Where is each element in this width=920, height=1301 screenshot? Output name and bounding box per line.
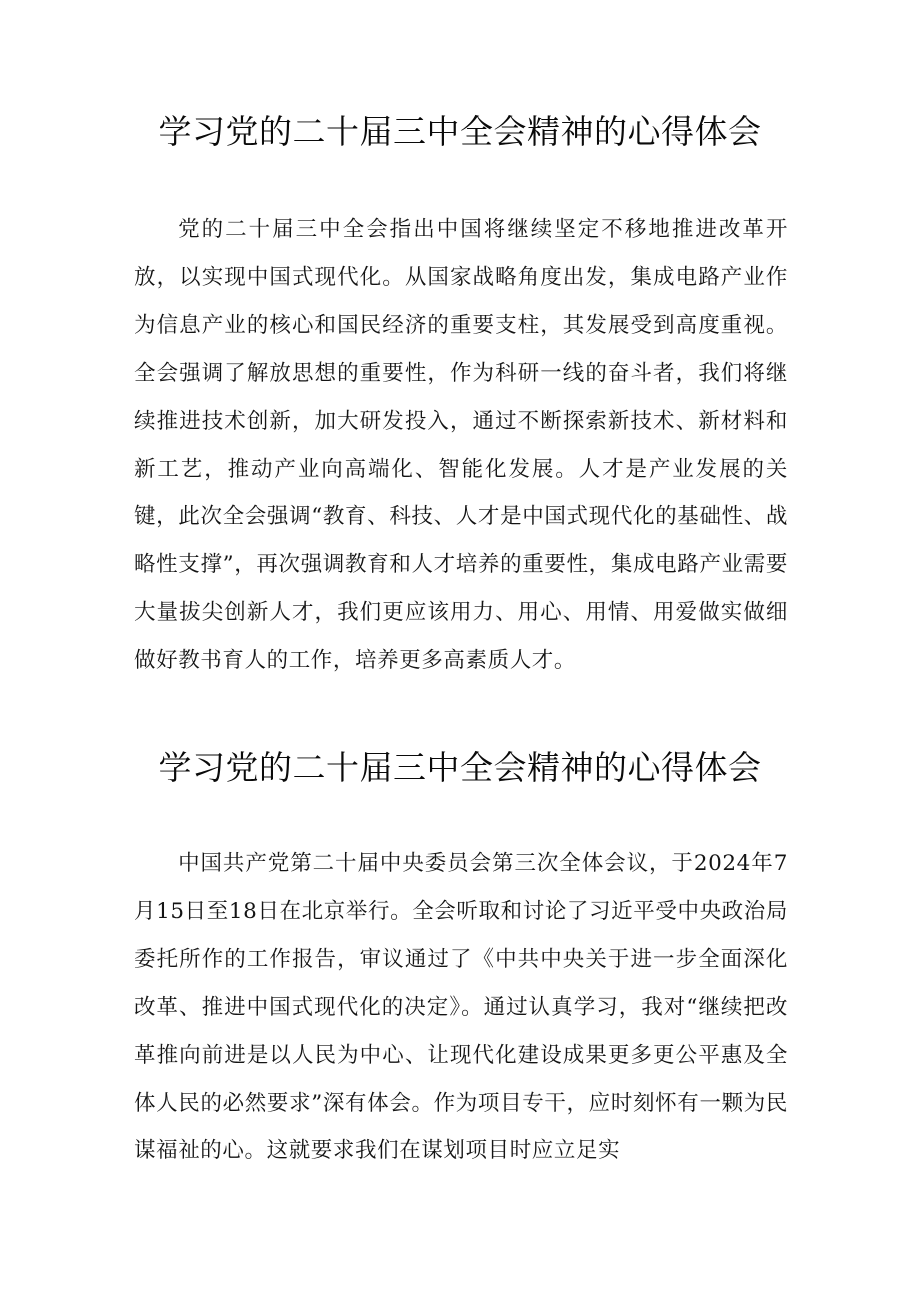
- essay-body-2: 中国共产党第二十届中央委员会第三次全体会议，于2024年7月15日至18日在北京举行。全会听取和讨论了习近平受中央政治局委托所作的工作报告，审议通过了《中共中央关于进一步全面深化改革、推进中国式现代化的决定》。通过认真学习，我对“继续把改革推向前进是以人民为中心、让现代化建设成果更多更公平惠及全体人民的必然要求”深有体会。作为项目专干，应时刻怀有一颗为民谋福祉的心。这就要求我们在谋划项目时应立足实: [134, 851, 788, 1164]
- essay-section-1: [0, 106, 920, 685]
- essay-title-2: 学习党的二十届三中全会精神的心得体会: [158, 748, 762, 787]
- essay-title-1: 学习党的二十届三中全会精神的心得体会: [158, 112, 762, 151]
- essay-body-1: 党的二十届三中全会指出中国将继续坚定不移地推进改革开放，以实现中国式现代化。从国家战略角度出发，集成电路产业作为信息产业的核心和国民经济的重要支柱，其发展受到高度重视。全会强调了解放思想的重要性，作为科研一线的奋斗者，我们将继续推进技术创新，加大研发投入，通过不断探索新技术、新材料和新工艺，推动产业向高端化、智能化发展。人才是产业发展的关键，此次全会强调“教育、科技、人才是中国式现代化的基础性、战略性支撑”，再次强调教育和人才培养的重要性，集成电路产业需要大量拔尖创新人才，我们更应该用力、用心、用情、用爱做实做细做好教书育人的工作，培养更多高素质人才。: [134, 217, 788, 674]
- essay-section-2: [0, 742, 920, 1175]
